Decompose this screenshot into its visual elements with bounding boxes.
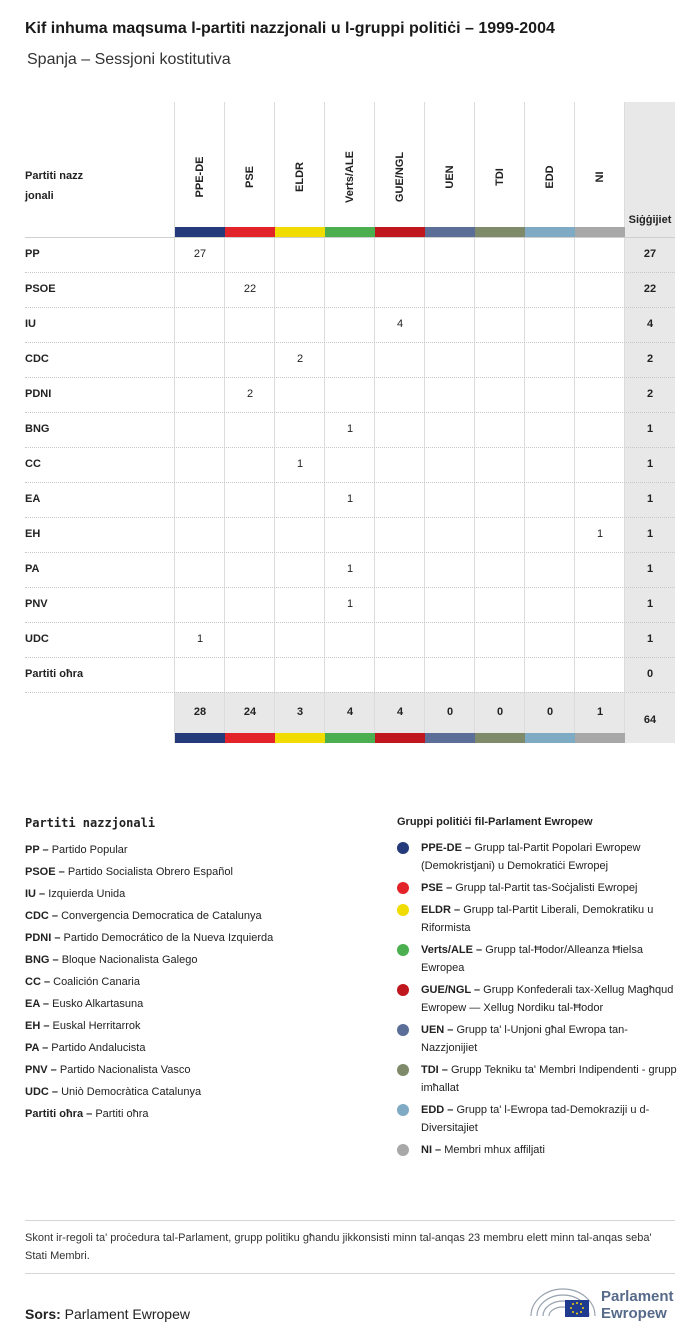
group-legend-item [397, 1061, 682, 1097]
group-header-ppede [175, 127, 225, 227]
group-color-bar [525, 733, 575, 743]
party-separator: – [36, 888, 49, 900]
party-legend-item [25, 1081, 385, 1103]
table-cell: 22 [243, 283, 257, 295]
group-color-dot-icon [397, 1144, 409, 1156]
group-full-name: Grupp tal-Partit Popolari Ewropew (Demokristjani) u Demokratiċi Ewropej [421, 842, 641, 872]
party-full-name: Convergencia Democratica de Catalunya [61, 910, 262, 922]
source-value: Parlament Ewropew [60, 1306, 190, 1322]
party-full-name: Euskal Herritarrok [52, 1020, 141, 1032]
group-total-seats: 4 [396, 706, 404, 718]
row-total-seats: 1 [646, 423, 654, 435]
party-abbr: CC [25, 976, 41, 988]
divider [25, 1220, 675, 1221]
header-rule [25, 237, 675, 238]
group-separator: – [443, 882, 456, 894]
party-legend-item [25, 927, 385, 949]
party-legend-item [25, 1103, 385, 1125]
party-separator: – [55, 866, 68, 878]
group-color-dot-icon [397, 842, 409, 854]
seats-table [25, 102, 675, 743]
group-abbr: UEN [421, 1024, 445, 1036]
row-divider [25, 272, 675, 273]
row-total-seats: 1 [646, 458, 654, 470]
row-total-seats: 1 [646, 493, 654, 505]
group-separator: – [432, 1144, 445, 1156]
party-full-name: Partido Nacionalista Vasco [59, 1064, 191, 1076]
row-party-label: BNG [25, 423, 50, 435]
group-color-bar [375, 227, 425, 237]
group-legend-item [397, 879, 682, 897]
table-cell: 2 [246, 388, 254, 400]
group-legend-item [397, 941, 682, 977]
row-party-label: PDNI [25, 388, 52, 400]
row-party-label: PP [25, 248, 40, 260]
group-abbr: NI [421, 1144, 432, 1156]
party-abbr: CDC [25, 910, 49, 922]
group-header-vertsale [325, 127, 375, 227]
group-color-bar [425, 733, 475, 743]
party-legend-item [25, 883, 385, 905]
row-total-seats: 1 [646, 633, 654, 645]
row-total-seats: 1 [646, 563, 654, 575]
party-separator: – [48, 910, 62, 922]
row-total-seats: 2 [646, 353, 654, 365]
row-party-label: CC [25, 458, 41, 470]
table-cell: 1 [346, 493, 354, 505]
party-separator: – [39, 1042, 52, 1054]
row-divider [25, 377, 675, 378]
group-total-seats: 0 [496, 706, 504, 718]
group-full-name: Grupp tal-Partit tas-Soċjalisti Ewropej [455, 882, 638, 894]
group-legend-item [397, 1021, 682, 1057]
group-color-bar [375, 733, 425, 743]
table-cell: 1 [346, 563, 354, 575]
group-abbr: ELDR [421, 904, 451, 916]
party-separator: – [39, 998, 53, 1010]
table-cell: 4 [396, 318, 404, 330]
national-parties-legend [25, 816, 385, 1125]
group-total-seats: 24 [243, 706, 257, 718]
party-legend-item [25, 1015, 385, 1037]
group-header-pse [225, 127, 275, 227]
source-label: Sors: [25, 1306, 61, 1322]
party-abbr: PNV [25, 1064, 48, 1076]
party-separator: – [47, 1064, 60, 1076]
row-party-label: PNV [25, 598, 48, 610]
group-header-label: TDI [494, 168, 506, 186]
grand-total-seats: 64 [643, 714, 657, 726]
party-column-header: Partiti nazzjonali [25, 170, 84, 202]
party-abbr: PDNI [25, 932, 52, 944]
party-legend-item [25, 1059, 385, 1081]
party-legend-item [25, 971, 385, 993]
group-color-bar [525, 227, 575, 237]
group-abbr: PSE [421, 882, 444, 894]
table-cell: 1 [196, 633, 204, 645]
group-full-name: Grupp ta' l-Ewropa tad-Demokraziji u d-Diversitajiet [421, 1104, 650, 1134]
party-abbr: PP [25, 844, 40, 856]
party-full-name: Partido Andalucista [51, 1042, 146, 1054]
row-party-label: CDC [25, 353, 49, 365]
logo-wordmark [601, 1288, 674, 1322]
group-legend-item [397, 901, 682, 937]
group-separator: – [470, 984, 484, 996]
group-header-label: NI [594, 171, 606, 183]
group-header-label: UEN [444, 165, 456, 189]
group-total-seats: 4 [346, 706, 354, 718]
row-party-label: Partiti oħra [25, 668, 84, 680]
group-header-eldr [275, 127, 325, 227]
party-separator: – [83, 1108, 96, 1120]
party-abbr: PA [25, 1042, 40, 1054]
group-separator: – [444, 1104, 457, 1116]
page-subtitle: Spanja – Sessjoni kostitutiva [27, 51, 231, 68]
group-abbr: TDI [421, 1064, 439, 1076]
group-color-dot-icon [397, 1104, 409, 1116]
party-full-name: Izquierda Unida [48, 888, 126, 900]
row-divider [25, 342, 675, 343]
party-full-name: Uniò Democràtica Catalunya [61, 1086, 202, 1098]
row-divider [25, 447, 675, 448]
party-legend-item [25, 949, 385, 971]
group-header-guengl [375, 127, 425, 227]
political-groups-legend-heading: Gruppi politiċi fil-Parlament Ewropew [397, 816, 593, 828]
group-abbr: EDD [421, 1104, 445, 1116]
party-legend-item [25, 861, 385, 883]
group-header-label: GUE/NGL [394, 151, 406, 203]
table-cell: 2 [296, 353, 304, 365]
group-color-dot-icon [397, 882, 409, 894]
group-abbr: Verts/ALE [421, 944, 473, 956]
seats-column-header: Siġġijiet [628, 214, 672, 226]
logo-line-2: Ewropew [601, 1305, 667, 1322]
party-separator: – [39, 844, 52, 856]
group-color-bar [275, 227, 325, 237]
row-party-label: UDC [25, 633, 49, 645]
group-header-label: PPE-DE [194, 156, 206, 198]
group-legend-item [397, 1141, 682, 1159]
group-full-name: Membri mhux affiljati [444, 1144, 545, 1156]
group-color-bar [275, 733, 325, 743]
group-header-tdi [475, 127, 525, 227]
row-party-label: PA [25, 563, 40, 575]
row-party-label: PSOE [25, 283, 56, 295]
group-full-name: Grupp tal-Partit Liberali, Demokratiku u Riformista [421, 904, 654, 934]
row-total-seats: 1 [646, 598, 654, 610]
party-full-name: Partido Socialista Obrero Español [67, 866, 233, 878]
party-abbr: EA [25, 998, 40, 1010]
political-groups-legend [397, 816, 682, 1163]
group-full-name: Grupp Konfederali tax-Xellug Magħqud Ewropew — Xellug Nordiku tal-Ħodor [421, 984, 674, 1014]
party-full-name: Partiti oħra [95, 1108, 149, 1120]
row-total-seats: 22 [643, 283, 657, 295]
row-total-seats: 27 [643, 248, 657, 260]
group-total-seats: 3 [296, 706, 304, 718]
divider [25, 1273, 675, 1274]
group-color-bar [175, 227, 225, 237]
group-color-dot-icon [397, 904, 409, 916]
group-color-dot-icon [397, 984, 409, 996]
group-total-seats: 0 [446, 706, 454, 718]
group-full-name: Grupp tal-Ħodor/Alleanza Ħielsa Ewropea [421, 944, 643, 974]
group-header-label: ELDR [294, 162, 306, 192]
group-separator: – [450, 904, 464, 916]
group-abbr: GUE/NGL [421, 984, 471, 996]
row-party-label: EH [25, 528, 41, 540]
party-abbr: PSOE [25, 866, 56, 878]
group-color-bar [575, 733, 625, 743]
party-separator: – [49, 954, 62, 966]
row-total-seats: 0 [646, 668, 654, 680]
row-total-seats: 2 [646, 388, 654, 400]
group-color-bar [425, 227, 475, 237]
row-total-seats: 1 [646, 528, 654, 540]
logo-line-1: Parlament [601, 1288, 674, 1305]
group-abbr: PPE-DE [421, 842, 462, 854]
table-cell: 27 [193, 248, 207, 260]
group-separator: – [472, 944, 486, 956]
party-separator: – [51, 932, 64, 944]
group-color-bar [175, 733, 225, 743]
party-abbr: Partiti oħra [25, 1108, 84, 1120]
group-separator: – [461, 842, 475, 854]
party-full-name: Coalición Canaria [53, 976, 140, 988]
table-cell: 1 [596, 528, 604, 540]
group-color-bar [225, 227, 275, 237]
row-total-seats: 4 [646, 318, 654, 330]
national-parties-legend-heading: Partiti nazzjonali [25, 816, 156, 830]
party-abbr: BNG [25, 954, 50, 966]
group-header-uen [425, 127, 475, 227]
group-legend-item [397, 981, 682, 1017]
row-party-label: EA [25, 493, 41, 505]
group-total-seats: 28 [193, 706, 207, 718]
group-color-bar [325, 733, 375, 743]
group-full-name: Grupp ta' l-Unjoni għal Ewropa tan-Nazzjonijiet [421, 1024, 628, 1054]
row-party-label: IU [25, 318, 36, 330]
group-legend-item [397, 839, 682, 875]
party-abbr: IU [25, 888, 36, 900]
party-full-name: Eusko Alkartasuna [52, 998, 144, 1010]
row-divider [25, 622, 675, 623]
group-color-bar [325, 227, 375, 237]
group-total-seats: 1 [596, 706, 604, 718]
party-legend-item [25, 839, 385, 861]
group-color-bar [475, 733, 525, 743]
party-abbr: EH [25, 1020, 41, 1032]
group-full-name: Grupp Tekniku ta' Membri Indipendenti - grupp imħallat [421, 1064, 677, 1094]
footnote: Skont ir-regoli ta' proċedura tal-Parlament, grupp politiku għandu jikkonsisti minn tal-anqas 23 membru elett minn tal-anqas seba' Stati Membri. [25, 1232, 652, 1262]
group-header-edd [525, 127, 575, 227]
group-color-bar [575, 227, 625, 237]
party-legend-item [25, 1037, 385, 1059]
group-header-label: EDD [544, 165, 556, 189]
table-cell: 1 [346, 598, 354, 610]
party-separator: – [48, 1086, 62, 1098]
party-abbr: UDC [25, 1086, 49, 1098]
party-separator: – [40, 976, 54, 988]
group-color-dot-icon [397, 1024, 409, 1036]
group-color-bar [225, 733, 275, 743]
group-separator: – [438, 1064, 451, 1076]
party-full-name: Partido Popular [51, 844, 128, 856]
party-full-name: Bloque Nacionalista Galego [61, 954, 198, 966]
source-credit [25, 1306, 190, 1322]
row-divider [25, 307, 675, 308]
group-separator: – [444, 1024, 457, 1036]
group-color-bar [475, 227, 525, 237]
party-separator: – [40, 1020, 53, 1032]
table-cell: 1 [296, 458, 304, 470]
group-header-ni [575, 127, 625, 227]
group-header-label: PSE [244, 165, 256, 189]
party-legend-item [25, 905, 385, 927]
group-color-dot-icon [397, 944, 409, 956]
group-total-seats: 0 [546, 706, 554, 718]
row-divider [25, 657, 675, 658]
group-header-label: Verts/ALE [344, 151, 356, 203]
table-cell: 1 [346, 423, 354, 435]
group-color-dot-icon [397, 1064, 409, 1076]
group-legend-item [397, 1101, 682, 1137]
party-legend-item [25, 993, 385, 1015]
party-full-name: Partido Democrático de la Nueva Izquierda [63, 932, 274, 944]
page-title: Kif inhuma maqsuma l-partiti nazzjonali u l-gruppi politiċi – 1999-2004 [25, 20, 555, 37]
